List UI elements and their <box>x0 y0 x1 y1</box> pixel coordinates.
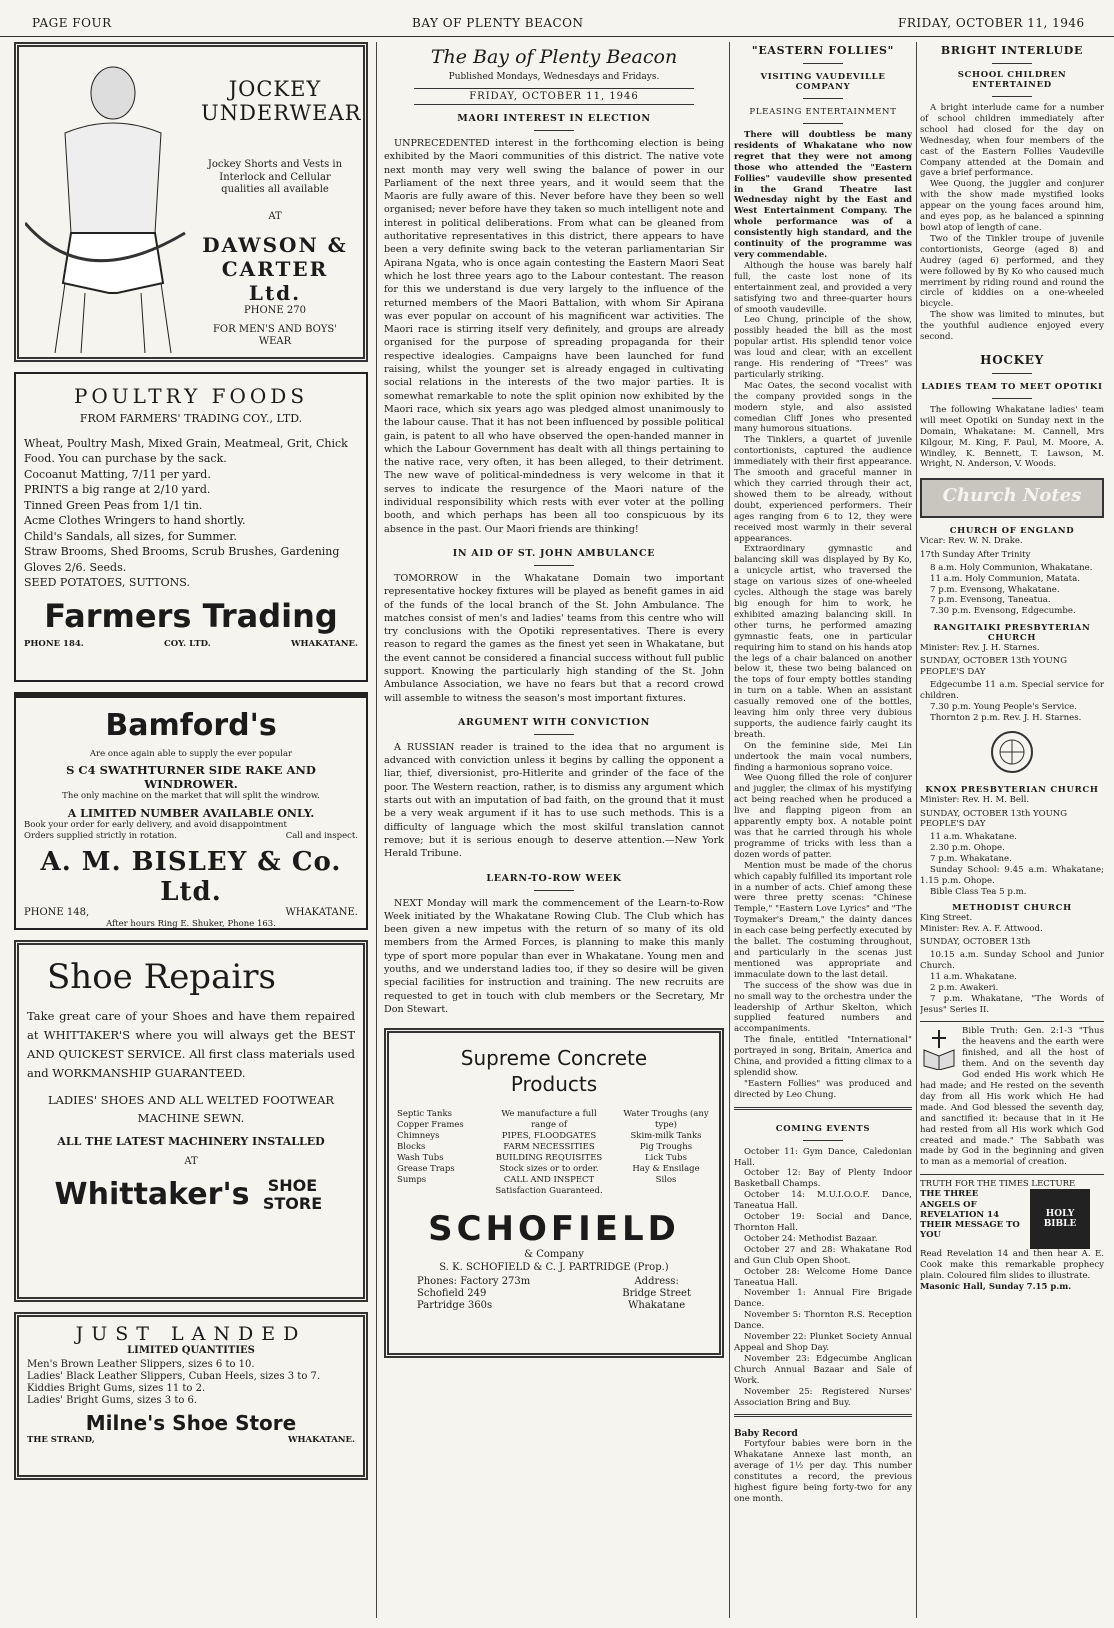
event-item: October 28: Welcome Home Dance Taneatua Hall. <box>734 1266 912 1288</box>
event-item: October 12: Bay of Plenty Indoor Basketball Champs. <box>734 1168 912 1190</box>
poultry-list <box>24 436 358 591</box>
jockey-description: Jockey Shorts and Vests in Interlock and Cellular qualities all available <box>207 159 343 195</box>
poultry-item: Acme Clothes Wringers to hand shortly. <box>24 514 246 528</box>
follies-paragraph: Mention must be made of the chorus which capably fulfilled its important role in a number of acts. Chief among these were three pretty scenas: "Chinese Temple," "Eastern Love Lyrics" and "The Toymaker's Dream," the dainty dances in each case being perfectly executed by the ballet. The costuming throughout, and particularly in the scenas just mentioned was appropriate and immaculate down to the last detail. <box>734 860 912 980</box>
follies-paragraph: Wee Quong filled the role of conjurer and juggler, the climax of his mystifying act being reached when he produced a live and flapping pigeon from an apparently empty box. A notable point was that he carried through his whole programme of tricks with less than a dozen words of patter. <box>734 773 912 860</box>
interlude-paragraph: Wee Quong, the juggler and conjurer with the show made mystified looks appear on the young faces around him, and eyes pop, as he balanced a spinning bowl atop of length of cane. <box>920 179 1104 233</box>
ads-column <box>14 42 368 1622</box>
event-item: November 1: Annual Fire Brigade Dance. <box>734 1288 912 1310</box>
interlude-headline: BRIGHT INTERLUDE <box>940 44 1084 57</box>
column-rule <box>729 42 730 1618</box>
follies-subhead: VISITING VAUDEVILLE COMPANY <box>760 72 886 92</box>
row-article: NEXT Monday will mark the commencement of the Learn-to-Row Week initiated by the Whakatane Rowing Club. The Club which has been given a new impetus with the return of so many of its old members from the Armed Forces, is planning to make this manly type of sport more popular than ever in Whakatane. Young men and youths, and we understand ladies too, if they so desire will be given special facilities for instruction and training. The new recruits are requested to get in touch with club members or the Secretary, Mr Don Stewart. <box>384 897 724 1015</box>
event-item: October 19: Social and Dance, Thornton Hall. <box>734 1212 912 1233</box>
rangitaiki-minister: Minister: Rev. J. H. Starnes. <box>920 643 1040 654</box>
service-time: Sunday School: 9.45 a.m. Whakatane; 1.15 p.m. Ohope. <box>920 864 1104 886</box>
concrete-product: Lick Tubs <box>645 1153 687 1164</box>
interlude-article <box>920 103 1104 343</box>
methodist-sunday: SUNDAY, OCTOBER 13th <box>920 936 1031 947</box>
hockey-subhead: LADIES TEAM TO MEET OPOTIKI <box>921 381 1103 392</box>
divider <box>734 1107 912 1116</box>
schofield-phone: Schofield 249 <box>417 1288 487 1300</box>
service-time: 10.15 a.m. Sunday School and Junior Church. <box>920 950 1104 971</box>
knox-name: KNOX PRESBYTERIAN CHURCH <box>925 785 1099 796</box>
poultry-foods-ad <box>14 372 368 682</box>
poultry-item: Child's Sandals, all sizes, for Summer. <box>24 529 237 543</box>
header-date: FRIDAY, OCTOBER 11, 1946 <box>898 16 1085 30</box>
open-bible-icon <box>920 1026 958 1070</box>
service-time: 11 a.m. Holy Communion, Matata. <box>930 573 1080 584</box>
schofield-address-line: Bridge Street <box>622 1288 691 1300</box>
concrete-product: Stock sizes or to order. <box>499 1164 599 1175</box>
truth-their-message: THEIR MESSAGE TO YOU <box>920 1220 1020 1241</box>
bamford-line-1: Are once again able to supply the ever popular <box>89 749 293 759</box>
shoe-repairs-at: AT <box>184 1156 198 1167</box>
interlude-paragraph: Two of the Tinkler troupe of juvenile contortionists, George (aged 8) and Audrey (aged 6) performed, and they were followed by By Ko who caused much merriment by riding round and round the circle of kiddies on a one-wheeled bicycle. <box>920 233 1104 310</box>
follies-paragraph: The finale, entitled "International" portrayed in song, Britain, America and China, and provided a fitting climax to a splendid show. <box>734 1035 912 1078</box>
poultry-item: Cocoanut Matting, 7/11 per yard. <box>24 467 211 481</box>
argument-headline: ARGUMENT WITH CONVICTION <box>457 716 651 728</box>
rangitaiki-name: RANGITAIKI PRESBYTERIAN CHURCH <box>933 623 1091 644</box>
schofield-address-line: Whakatane <box>628 1300 686 1312</box>
shoe-repairs-machinery: ALL THE LATEST MACHINERY INSTALLED <box>57 1135 325 1148</box>
follies-paragraph: The Tinklers, a quartet of juvenile contortionists, captured the audience immediately with their first appearance. The smooth and graceful manner in which they carried through their act, showed them to be already, without doubt, experienced performers. Their ages ranging from 6 to 12, they were received most warmly in their several appearances. <box>734 435 912 544</box>
milnes-street: THE STRAND, <box>27 1435 95 1445</box>
jockey-ad <box>14 42 368 362</box>
bisley-after-hours: After hours Ring E. Shuker, Phone 163. <box>106 918 276 929</box>
bamford-line-3: The only machine on the market that will split the windrow. <box>62 791 320 802</box>
concrete-product: We manufacture a full range of <box>501 1109 597 1131</box>
follies-column <box>734 42 912 1622</box>
service-time: 11 a.m. Whakatane. <box>930 832 1017 843</box>
shoe-repairs-ad <box>14 940 368 1302</box>
just-landed-ad <box>14 1312 368 1480</box>
methodist-street: King Street. <box>920 913 973 924</box>
landed-item: Ladies' Bright Gums, sizes 3 to 6. <box>27 1395 198 1406</box>
schofield-phone: Partridge 360s <box>417 1300 493 1312</box>
paper-name: BAY OF PLENTY BEACON <box>412 16 584 30</box>
baby-record-headline: Baby Record <box>734 1429 798 1440</box>
concrete-product: PIPES, FLOODGATES <box>501 1131 597 1142</box>
england-name: CHURCH OF ENGLAND <box>949 526 1075 537</box>
follies-subhead-2: PLEASING ENTERTAINMENT <box>749 107 897 117</box>
maori-article: UNPRECEDENTED interest in the forthcoming election is being exhibited by the Maori communities of this district. The native vote next month may very well swing the balance of power in our Parliament of the next three years, and it would seem that the Maoris are fully aware of this. Never before have they been so well organised; never before have they taken so much intelligent note and interest in political deliberations. From what can be gleaned from authoritative representatives in this district, there appears to have been a very definite swing back to the veteran parliamentarian Sir Apirana Ngata, who is once again contesting the Eastern Maori Seat which he lost three years ago to the Labour contestant. The reason for this we understand is due very largely to the influence of the returned members of the Maori Battalion, with whom Sir Apirana was ever popular on account of his magnificent war activities. The Maori race is stirring itself very definitely, and groups are already organised for the purpose of spreading propaganda for their respective idealogies. Campaigns have been launched for fund raising, whilst the younger set is already engaged in cultivating social relations in the interests of the two major parties. It is somewhat remarkable to note the split opinion now exhibited by the Maori race, which six years ago was pledged almost unanimously to the labour cause. That it has not been influenced by possible political gain, is patent to all who have observed the open-handed manner in which the Labour Government has dealt with all things pertaining to the native race, very often, it has been alleged, to their detriment. The new wave of political-mindedness is very welcome in that it serves to indicate the resurgence of the Maori nature of the individual responsibility which rests with ever voter at the polling booth, and which perhaps has been all too conspicuous by its absence in the past. Our Maori friends are thinking! <box>384 138 724 535</box>
jockey-phone: PHONE 270 <box>244 305 306 316</box>
masthead-title: The Bay of Plenty Beacon <box>430 46 678 68</box>
concrete-product: FARM NECESSITIES <box>503 1142 595 1153</box>
milnes-name: Milne's Shoe Store <box>85 1411 297 1435</box>
follies-paragraph: Mac Oates, the second vocalist with the company provided songs in the modern style, and also assisted comedian Cliff Jones who presented many humorous situations. <box>734 380 912 435</box>
poultry-item: Straw Brooms, Shed Brooms, Scrub Brushes, Gardening Gloves 2/6. Seeds. <box>24 545 340 574</box>
service-time: 7.30 p.m. Young People's Service. <box>930 701 1077 712</box>
concrete-product: Blocks <box>397 1142 426 1153</box>
poultry-title: POULTRY FOODS <box>73 384 309 408</box>
bible-truth: Bible Truth: Gen. 2:1-3 "Thus the heavens and the earth were finished, and all the host of them. And on the seventh day God ended His work which He had made; and He rested on the seventh day from all His work which He had made. And God blessed the seventh day, and sanctified it: because that in it He had rested from all His work which God created and made." The Sabbath was made by God in the beginning and given to man as a memorial of creation. <box>920 1026 1104 1168</box>
masthead-publication: Published Mondays, Wednesdays and Fridays. <box>448 72 660 82</box>
concrete-product: Grease Traps <box>397 1164 455 1175</box>
schofield-name: SCHOFIELD <box>428 1209 680 1250</box>
event-item: October 27 and 28: Whakatane Rod and Gun Club Open Shoot. <box>734 1244 912 1266</box>
page-header <box>0 0 1114 37</box>
schofield-phones <box>417 1276 530 1312</box>
masthead-date: FRIDAY, OCTOBER 11, 1946 <box>414 88 694 105</box>
hockey-headline: HOCKEY <box>980 352 1044 367</box>
service-time: Thornton 2 p.m. Rev. J. H. Starnes. <box>930 712 1082 723</box>
jockey-title: JOCKEY UNDERWEAR <box>201 77 362 125</box>
service-time: Bible Class Tea 5 p.m. <box>930 886 1027 897</box>
service-time: Edgecumbe 11 a.m. Special service for children. <box>920 679 1104 701</box>
service-time: 8 a.m. Holy Communion, Whakatane. <box>930 562 1093 573</box>
jockey-at: AT <box>268 210 282 222</box>
concrete-product: BUILDING REQUISITES <box>495 1153 603 1164</box>
event-item: November 5: Thornton R.S. Reception Dance. <box>734 1310 912 1332</box>
bamford-line-6: Orders supplied strictly in rotation. <box>24 830 177 841</box>
shoe-store-label: SHOE STORE <box>262 1175 323 1213</box>
event-item: October 14: M.U.I.O.O.F. Dance, Taneatua Hall. <box>734 1190 912 1212</box>
church-notes-banner: Church Notes <box>920 478 1104 518</box>
event-item: October 24: Methodist Bazaar. <box>744 1233 878 1244</box>
landed-item: Kiddies Bright Gums, sizes 11 to 2. <box>27 1383 206 1394</box>
schofield-address-line: Address: <box>634 1276 679 1288</box>
service-time: 2 p.m. Awakeri. <box>930 982 999 993</box>
concrete-title: Supreme Concrete Products <box>460 1046 648 1097</box>
schofield-phone: Phones: Factory 273m <box>417 1276 531 1288</box>
church-column <box>920 42 1104 1622</box>
column-rule <box>376 42 377 1618</box>
shoe-repairs-ladies: LADIES' SHOES AND ALL WELTED FOOTWEAR MACHINE SEWN. <box>47 1093 335 1125</box>
bamford-line-5: Book your order for early delivery, and avoid disappointment <box>24 820 287 831</box>
column-rule <box>916 42 917 1618</box>
poultry-town: WHAKATANE. <box>290 638 358 649</box>
concrete-product: Copper Frames <box>397 1120 464 1131</box>
church-seal-icon <box>989 729 1035 775</box>
england-services <box>920 563 1104 618</box>
jockey-figure-illustration <box>25 53 195 353</box>
concrete-product: Satisfaction Guaranteed. <box>495 1186 603 1197</box>
ambulance-headline: IN AID OF ST. JOHN AMBULANCE <box>452 547 656 559</box>
knox-minister: Minister: Rev. H. M. Bell. <box>920 795 1030 806</box>
knox-sunday: SUNDAY, OCTOBER 13th YOUNG PEOPLE'S DAY <box>920 808 1067 829</box>
bisley-town: WHAKATANE. <box>285 906 358 918</box>
poultry-coy: COY. LTD. <box>164 638 211 649</box>
concrete-product: Septic Tanks <box>397 1109 452 1120</box>
schofield-proprietors: S. K. SCHOFIELD & C. J. PARTRIDGE (Prop.) <box>439 1261 669 1273</box>
argument-article: A RUSSIAN reader is trained to the idea that no argument is advanced with conviction unless it begins by calling the opponent a liar, thief, diversionist, pro-Hitlerite and grinder of the face of the poor. The Western reaction, rather, is to dismiss any argument which starts out with an imputation of bad faith, on the ground that it must be a very weak argument if it has to use such methods. This is a difficulty of language which the most skilful translation cannot remove; but it is serious enough to deserve attention.—New York Herald Tribune. <box>384 741 724 860</box>
editorial-column <box>384 42 724 1622</box>
just-landed-subtitle: LIMITED QUANTITIES <box>127 1345 255 1356</box>
supreme-concrete-ad <box>384 1028 724 1358</box>
concrete-product: Wash Tubs <box>397 1153 444 1164</box>
concrete-product: Skim-milk Tanks <box>630 1131 702 1142</box>
methodist-minister: Minister: Rev. A. F. Attwood. <box>920 923 1043 934</box>
service-time: 7 p.m. Whakatane, "The Words of Jesus" Series II. <box>920 993 1104 1015</box>
concrete-product: CALL AND INSPECT <box>503 1175 595 1186</box>
hockey-article: The following Whakatane ladies' team will meet Opotiki on Sunday next in the Domain, Whakatane: M. Cannell, Mrs Kilgour, M. King, F. Paul, M. Moore, A. Windley, K. Bennett, T. Lawson, M. Wright, N. Anderson, V. Woods. <box>920 404 1104 470</box>
maori-headline: MAORI INTEREST IN ELECTION <box>457 113 651 124</box>
milnes-town: WHAKATANE. <box>287 1435 355 1445</box>
interlude-paragraph: A bright interlude came for a number of school children immediately after school had closed for the day on Wednesday, when four members of the cast of the Eastern Follies Vaudeville Company attended at the Domain and gave a brief performance. <box>920 103 1104 179</box>
england-vicar: Vicar: Rev. W. N. Drake. <box>920 536 1023 547</box>
rangitaiki-services <box>920 680 1104 724</box>
event-item: November 25: Registered Nurses' Association Bring and Buy. <box>734 1386 912 1408</box>
concrete-products-left <box>397 1109 477 1197</box>
follies-paragraph: Leo Chung, principle of the show, possibly headed the bill as the most popular artist. His splendid tenor voice was loud and clear, with an excellent range. His rendering of "Trees" was particularly striking. <box>734 315 912 380</box>
event-item: November 23: Edgecumbe Anglican Church Annual Bazaar and Sale of Work. <box>734 1353 912 1386</box>
rangitaiki-sunday: SUNDAY, OCTOBER 13th YOUNG PEOPLE'S DAY <box>920 656 1067 677</box>
divider <box>734 1414 912 1423</box>
bisley-phone: PHONE 148, <box>24 906 90 918</box>
bamford-call: Call and inspect. <box>285 830 358 841</box>
follies-headline: "EASTERN FOLLIES" <box>751 44 895 57</box>
bamford-title: Bamford's <box>105 708 277 743</box>
interlude-paragraph: The show was limited to minutes, but the youthful audience enjoyed every second. <box>920 310 1104 343</box>
bamford-product: S C4 SWATHTURNER SIDE RAKE AND WINDROWER. <box>66 763 316 792</box>
schofield-company: & Company <box>524 1249 584 1261</box>
landed-item: Men's Brown Leather Slippers, sizes 6 to 10. <box>27 1359 255 1370</box>
methodist-name: METHODIST CHURCH <box>952 903 1072 914</box>
follies-lead: There will doubtless be many residents of Whakatane who now regret that they were not among those who attended the "Eastern Follies" vaudeville show presented in the Grand Theatre last Wednesday night by the East and West Entertainment Company. The whole performance was of a consistently high standard, and the continuity of the programme was very commendable. <box>734 130 912 260</box>
poultry-item: Tinned Green Peas from 1/1 tin. <box>24 498 203 512</box>
concrete-product: Pig Troughs <box>639 1142 693 1153</box>
knox-services <box>920 832 1104 897</box>
concrete-products-mid <box>489 1109 609 1197</box>
shoe-repairs-body: Take great care of your Shoes and have them repaired at WHITTAKER'S where you will always get the BEST AND QUICKEST SERVICE. All first class materials used and WORKMANSHIP GUARANTEED. <box>27 1009 355 1080</box>
concrete-product: Water Troughs (any type) <box>623 1109 709 1131</box>
concrete-product: Chimneys <box>397 1131 440 1142</box>
truth-title: THE THREE ANGELS OF REVELATION 14 <box>920 1189 999 1220</box>
poultry-item: SEED POTATOES, SUTTONS. <box>24 576 190 590</box>
service-time: 7.30 p.m. Evensong, Edgecumbe. <box>930 606 1076 617</box>
truth-venue: Masonic Hall, Sunday 7.15 p.m. <box>920 1282 1072 1293</box>
truth-body: Read Revelation 14 and then hear A. E. Cook make this remarkable prophecy plain. Coloured film slides to illustrate. <box>920 1249 1104 1282</box>
events-headline: COMING EVENTS <box>775 1123 871 1134</box>
poultry-item: Wheat, Poultry Mash, Mixed Grain, Meatmeal, Grit, Chick Food. You can purchase by the sack. <box>24 436 348 466</box>
poultry-item: PRINTS a big range at 2/10 yard. <box>24 483 211 497</box>
schofield-address <box>622 1276 691 1312</box>
service-time: 2.30 p.m. Ohope. <box>930 842 1005 853</box>
events-list <box>734 1147 912 1409</box>
bisley-name: A. M. BISLEY & Co. Ltd. <box>40 846 342 907</box>
follies-paragraph: On the feminine side, Mei Lin undertook the main vocal numbers, finding a harmonious soprano voice. <box>734 740 912 773</box>
jockey-tagline: FOR MEN'S AND BOYS' WEAR <box>212 323 337 347</box>
baby-record-body: Fortyfour babies were born in the Whakatane Annexe last month, an average of 1½ per day. This number constitutes a record, the previous highest figure being forty-two for any one month. <box>734 1439 912 1504</box>
landed-item: Ladies' Black Leather Slippers, Cuban Heels, sizes 3 to 7. <box>27 1371 321 1382</box>
concrete-product: Sumps <box>397 1175 427 1186</box>
follies-article <box>734 261 912 1101</box>
follies-paragraph: "Eastern Follies" was produced and directed by Leo Chung. <box>734 1078 912 1100</box>
follies-paragraph: Extraordinary gymnastic and balancing skill was displayed by By Ko, a unicycle artist, who traversed the stage on various sizes of one-wheeled cycles. Although the stage was barely big enough for him to work, he exhibited amazing balancing skill. In other turns, he performed amazing gymnastic feats, one in particular requiring him to stand on his hands atop the legs of a chair balanced on another below it, these two being balanced on the tops of four empty bottles standing in turn on a table. When an assistant casually removed one of the bottles, leaving him only three very dubious supports, the audience fairly caught its breath. <box>734 544 912 740</box>
holy-bible-illustration: HOLY BIBLE <box>1030 1189 1090 1249</box>
poultry-subtitle: FROM FARMERS' TRADING COY., LTD. <box>79 412 303 425</box>
service-time: 7 p.m. Whakatane. <box>930 853 1012 864</box>
truth-headline: TRUTH FOR THE TIMES LECTURE <box>920 1179 1076 1190</box>
bamford-limited: A LIMITED NUMBER AVAILABLE ONLY. <box>67 807 315 821</box>
jockey-retailer: DAWSON & CARTER Ltd. <box>202 233 348 305</box>
ambulance-article: TOMORROW in the Whakatane Domain two important representative hockey fixtures will be played as benefit games in aid of the funds of the local branch of the St. John Ambulance. The matches consist of men's and ladies' teams from this centre who will try conclusions with the Opotiki representatives. There is every reason to regard the games as the finest yet seen in Whakatane, but the event cannot be considered a financial success without full public support. Knowing the particularly high standing of the St. John Ambulance Association, we have no fears but that a record crowd will assemble to witness the season's most important fixtures. <box>384 572 724 704</box>
service-time: 7 p.m. Evensong, Whakatane. <box>930 584 1060 595</box>
concrete-product: Hay & Ensilage Silos <box>632 1164 700 1186</box>
england-sunday: 17th Sunday After Trinity <box>920 549 1031 560</box>
methodist-services <box>920 950 1104 1015</box>
event-item: October 11: Gym Dance, Caledonian Hall. <box>734 1146 912 1168</box>
follies-paragraph: The success of the show was due in no small way to the orchestra under the leadership of Arthur Skelton, which supplied featured numbers and accompaniments. <box>734 980 912 1035</box>
follies-paragraph: Although the house was barely half full, the caste lost none of its entertainment zeal, and provided a very satisfying two and three-quarter hours of smooth vaudeville. <box>734 260 912 315</box>
concrete-products-right <box>621 1109 711 1197</box>
just-landed-list <box>27 1359 355 1407</box>
row-headline: LEARN-TO-ROW WEEK <box>486 872 622 884</box>
event-item: November 22: Plunket Society Annual Appeal and Shop Day. <box>734 1332 912 1353</box>
poultry-phone: PHONE 184. <box>24 638 84 649</box>
page-number: PAGE FOUR <box>32 16 112 30</box>
just-landed-title: JUST LANDED <box>75 1323 307 1345</box>
farmers-trading-brand: Farmers Trading <box>44 596 338 635</box>
service-time: 11 a.m. Whakatane. <box>930 971 1017 982</box>
service-time: 7 p.m. Evensong, Taneatua. <box>930 595 1051 606</box>
whittakers-name: Whittaker's <box>54 1177 250 1212</box>
interlude-subhead: SCHOOL CHILDREN ENTERTAINED <box>957 70 1067 90</box>
shoe-repairs-title: Shoe Repairs <box>47 957 276 997</box>
bamford-ad <box>14 692 368 930</box>
